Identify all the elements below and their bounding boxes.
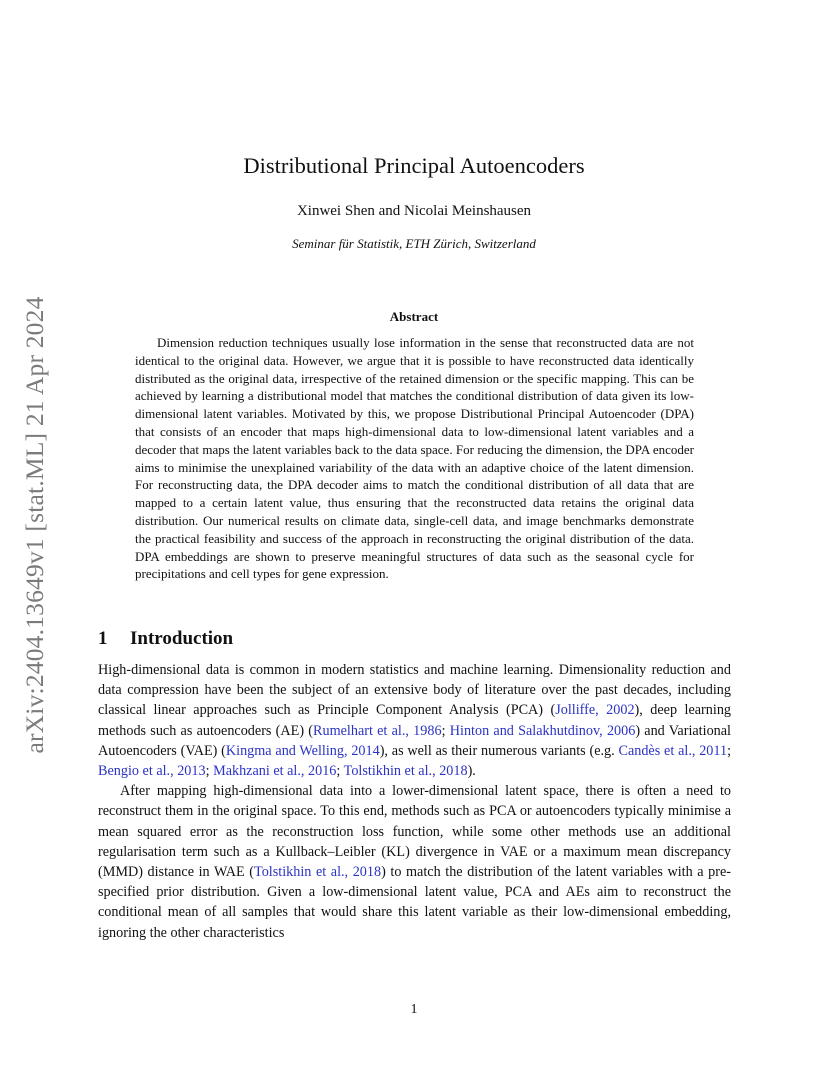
text-run: ) to match the distribution of the latent variables with a pre-specified prior distribution. Given a low-dimensional latent value, PCA and AEs aim to reconstruct the conditional mean of all samples that would share this latent variable as their low-dimensional embedding, ignoring the other characteristics (98, 864, 731, 941)
page-number: 1 (410, 1002, 418, 1017)
introduction-body (98, 660, 731, 943)
intro-paragraph-1 (98, 660, 731, 781)
abstract-body: Dimension reduction techniques usually lose information in the sense that reconstructed data are not identical to the original data. However, we argue that it is possible to have reconstructed data identically distributed as the original data, irrespective of the retained dimension or the specific mapping. This can be achieved by learning a distributional model that matches the conditional distribution of data given its low-dimensional latent variables. Motivated by this, we propose Distributional Principal Autoencoder (DPA) that consists of an encoder that maps high-dimensional data to low-dimensional latent variables and a decoder that maps the latent variables back to the data space. For reducing the dimension, the DPA encoder aims to minimise the unexplained variability of the data with an adaptive choice of the latent dimension. For reconstructing data, the DPA decoder aims to match the conditional distribution of all data that are mapped to a certain latent value, thus ensuring that the reconstructed data retains the original data distribution. Our numerical results on climate data, single-cell data, and image benchmarks demonstrate the practical feasibility and success of the approach in reconstructing the original distribution of the data. DPA embeddings are shown to preserve meaningful structures of data such as the seasonal cycle for precipitations and cell types for gene expression. (135, 335, 694, 582)
text-run: ; (441, 722, 450, 739)
citation-link[interactable]: Kingma and Welling, 2014 (225, 742, 380, 759)
text-run: After mapping high-dimensional data into a lower-dimensional latent space, there is often a need to reconstruct them in the original space. To this end, methods such as PCA or autoencoders typically minimise a mean squared error as the reconstruction loss function, while some other methods use an additional regularisation term such as a Kullback–Leibler (KL) divergence in VAE or a maximum mean discrepancy (MMD) distance in WAE ( (98, 783, 731, 881)
section-number: 1 (98, 628, 108, 649)
section-heading (98, 628, 233, 650)
intro-paragraph-2 (98, 781, 731, 943)
text-run: ), deep learning methods such as autoencoders (AE) ( (98, 702, 732, 739)
text-run: ; (205, 763, 214, 780)
citation-link[interactable]: Candès et al., 2011 (618, 742, 728, 759)
text-run: ) and Variational Autoencoders (VAE) ( (98, 722, 731, 759)
citation-link[interactable]: Bengio et al., 2013 (98, 763, 206, 780)
paper-affiliation: Seminar für Statistik, ETH Zürich, Switzerland (292, 236, 536, 251)
paper-title: Distributional Principal Autoencoders (243, 153, 585, 178)
citation-link[interactable]: Tolstikhin et al., 2018 (343, 763, 468, 780)
text-run: ), as well as their numerous variants (e.g. (379, 742, 619, 759)
citation-link[interactable]: Rumelhart et al., 1986 (313, 722, 442, 739)
text-run: ). (467, 763, 476, 780)
text-run: High-dimensional data is common in modern statistics and machine learning. Dimensionality reduction and data compression have been the subject of an extensive body of literature over the past decades, including classical linear approaches such as Principle Component Analysis (PCA) ( (98, 662, 731, 719)
text-run: ; (336, 763, 344, 780)
arxiv-identifier-stamp: arXiv:2404.13649v1 [stat.ML] 21 Apr 2024 (20, 296, 49, 754)
citation-link[interactable]: Makhzani et al., 2016 (213, 763, 337, 780)
paper-authors: Xinwei Shen and Nicolai Meinshausen (296, 203, 532, 219)
citation-link[interactable]: Hinton and Salakhutdinov, 2006 (449, 722, 636, 739)
citation-link[interactable]: Tolstikhin et al., 2018 (254, 864, 382, 881)
section-title: Introduction (130, 628, 234, 649)
abstract-heading: Abstract (389, 309, 439, 324)
citation-link[interactable]: Jolliffe, 2002 (555, 702, 635, 719)
text-run: ; (727, 742, 732, 759)
